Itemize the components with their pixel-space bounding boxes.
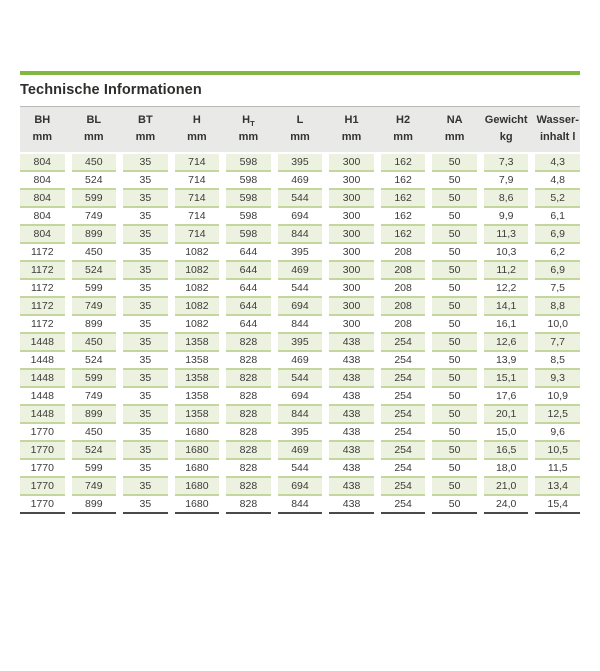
table-cell: 50 — [432, 478, 477, 496]
table-cell: 254 — [381, 352, 426, 370]
table-row — [20, 280, 580, 298]
table-cell: 644 — [226, 280, 271, 298]
table-cell: 694 — [278, 478, 323, 496]
table-row — [20, 172, 580, 190]
table-row — [20, 442, 580, 460]
table-cell: 395 — [278, 154, 323, 172]
table-cell: 1172 — [20, 280, 65, 298]
table-cell: 50 — [432, 154, 477, 172]
table-cell: 804 — [20, 154, 65, 172]
table-cell: 714 — [175, 154, 220, 172]
table-cell: 599 — [72, 190, 117, 208]
table-cell: 1172 — [20, 298, 65, 316]
technical-data-table — [20, 106, 580, 514]
table-cell: 844 — [278, 226, 323, 244]
table-cell: 899 — [72, 226, 117, 244]
table-cell: 50 — [432, 244, 477, 262]
table-cell: 450 — [72, 334, 117, 352]
table-cell: 254 — [381, 478, 426, 496]
table-cell: 598 — [226, 226, 271, 244]
table-row — [20, 334, 580, 352]
table-cell: 524 — [72, 442, 117, 460]
table-cell: 1448 — [20, 388, 65, 406]
table-cell: 844 — [278, 496, 323, 514]
table-cell: 1082 — [175, 316, 220, 334]
column-header: L mm — [290, 114, 310, 143]
table-cell: 12,5 — [535, 406, 580, 424]
column-header: $H_T$ mm — [238, 114, 259, 144]
table-cell: 469 — [278, 172, 323, 190]
table-cell: 828 — [226, 424, 271, 442]
table-cell: 828 — [226, 442, 271, 460]
table-cell: 50 — [432, 352, 477, 370]
table-cell: 20,1 — [484, 406, 529, 424]
table-cell: 1358 — [175, 388, 220, 406]
column-header: NA mm — [444, 114, 465, 143]
table-cell: 35 — [123, 262, 168, 280]
table-cell: 544 — [278, 370, 323, 388]
table-cell: 208 — [381, 316, 426, 334]
table-cell: 35 — [123, 370, 168, 388]
table-cell: 804 — [20, 208, 65, 226]
table-row — [20, 298, 580, 316]
table-cell: 598 — [226, 190, 271, 208]
table-cell: 749 — [72, 208, 117, 226]
table-cell: 35 — [123, 154, 168, 172]
table-cell: 469 — [278, 352, 323, 370]
table-cell: 749 — [72, 478, 117, 496]
table-row — [20, 208, 580, 226]
table-cell: 300 — [329, 298, 374, 316]
table-cell: 35 — [123, 298, 168, 316]
table-cell: 828 — [226, 406, 271, 424]
table-cell: 749 — [72, 388, 117, 406]
table-cell: 6,9 — [535, 226, 580, 244]
table-cell: 50 — [432, 316, 477, 334]
table-cell: 714 — [175, 190, 220, 208]
table-cell: 6,2 — [535, 244, 580, 262]
table-cell: 7,7 — [535, 334, 580, 352]
table-cell: 1680 — [175, 424, 220, 442]
table-cell: 5,2 — [535, 190, 580, 208]
table-cell: 12,2 — [484, 280, 529, 298]
table-row — [20, 406, 580, 424]
table-cell: 15,1 — [484, 370, 529, 388]
table-cell: 450 — [72, 424, 117, 442]
column-header: H mm — [187, 114, 207, 143]
table-cell: 694 — [278, 298, 323, 316]
table-cell: 644 — [226, 244, 271, 262]
table-row — [20, 496, 580, 514]
table-row — [20, 370, 580, 388]
table-cell: 899 — [72, 496, 117, 514]
table-cell: 50 — [432, 226, 477, 244]
table-cell: 162 — [381, 208, 426, 226]
table-cell: 1082 — [175, 280, 220, 298]
table-cell: 17,6 — [484, 388, 529, 406]
table-cell: 50 — [432, 406, 477, 424]
table-cell: 35 — [123, 424, 168, 442]
table-cell: 50 — [432, 190, 477, 208]
table-cell: 300 — [329, 190, 374, 208]
table-cell: 599 — [72, 280, 117, 298]
table-cell: 15,4 — [535, 496, 580, 514]
table-cell: 804 — [20, 172, 65, 190]
table-cell: 35 — [123, 244, 168, 262]
table-cell: 469 — [278, 262, 323, 280]
table-cell: 300 — [329, 226, 374, 244]
table-cell: 438 — [329, 388, 374, 406]
table-cell: 395 — [278, 334, 323, 352]
table-row — [20, 262, 580, 280]
table-cell: 16,1 — [484, 316, 529, 334]
table-cell: 544 — [278, 190, 323, 208]
table-cell: 162 — [381, 154, 426, 172]
table-row — [20, 352, 580, 370]
table-cell: 524 — [72, 352, 117, 370]
table-cell: 1448 — [20, 370, 65, 388]
table-cell: 1082 — [175, 298, 220, 316]
table-cell: 1358 — [175, 370, 220, 388]
table-cell: 10,3 — [484, 244, 529, 262]
table-row — [20, 460, 580, 478]
table-cell: 1082 — [175, 244, 220, 262]
table-cell: 714 — [175, 208, 220, 226]
table-cell: 300 — [329, 280, 374, 298]
table-cell: 208 — [381, 280, 426, 298]
table-cell: 544 — [278, 280, 323, 298]
table-cell: 469 — [278, 442, 323, 460]
table-cell: 11,5 — [535, 460, 580, 478]
table-cell: 300 — [329, 154, 374, 172]
table-cell: 50 — [432, 496, 477, 514]
table-cell: 300 — [329, 262, 374, 280]
table-cell: 1082 — [175, 262, 220, 280]
table-cell: 254 — [381, 460, 426, 478]
table-row — [20, 226, 580, 244]
table-cell: 35 — [123, 460, 168, 478]
table-cell: 1448 — [20, 406, 65, 424]
table-cell: 13,4 — [535, 478, 580, 496]
table-cell: 6,9 — [535, 262, 580, 280]
table-cell: 35 — [123, 208, 168, 226]
table-cell: 18,0 — [484, 460, 529, 478]
table-cell: 8,8 — [535, 298, 580, 316]
table-cell: 12,6 — [484, 334, 529, 352]
table-cell: 254 — [381, 496, 426, 514]
table-cell: 804 — [20, 190, 65, 208]
table-cell: 254 — [381, 334, 426, 352]
table-row — [20, 316, 580, 334]
table-cell: 35 — [123, 352, 168, 370]
table-cell: 7,5 — [535, 280, 580, 298]
table-cell: 254 — [381, 370, 426, 388]
table-cell: 50 — [432, 262, 477, 280]
table-row — [20, 190, 580, 208]
table-cell: 395 — [278, 244, 323, 262]
table-cell: 300 — [329, 316, 374, 334]
table-cell: 1770 — [20, 496, 65, 514]
table-cell: 16,5 — [484, 442, 529, 460]
table-cell: 11,2 — [484, 262, 529, 280]
table-cell: 10,9 — [535, 388, 580, 406]
table-cell: 438 — [329, 442, 374, 460]
table-cell: 1680 — [175, 442, 220, 460]
column-header: H1 mm — [341, 114, 362, 143]
column-header: H2 mm — [393, 114, 413, 143]
table-cell: 35 — [123, 280, 168, 298]
table-cell: 438 — [329, 334, 374, 352]
table-cell: 35 — [123, 406, 168, 424]
table-cell: 438 — [329, 496, 374, 514]
table-cell: 598 — [226, 208, 271, 226]
table-cell: 9,9 — [484, 208, 529, 226]
table-cell: 599 — [72, 370, 117, 388]
table-cell: 35 — [123, 496, 168, 514]
table-cell: 1680 — [175, 496, 220, 514]
table-cell: 50 — [432, 424, 477, 442]
table-cell: 162 — [381, 190, 426, 208]
table-cell: 1448 — [20, 352, 65, 370]
table-cell: 50 — [432, 208, 477, 226]
table-cell: 208 — [381, 298, 426, 316]
table-cell: 9,6 — [535, 424, 580, 442]
table-cell: 749 — [72, 298, 117, 316]
table-cell: 524 — [72, 172, 117, 190]
table-cell: 254 — [381, 424, 426, 442]
table-cell: 1770 — [20, 460, 65, 478]
table-cell: 1172 — [20, 262, 65, 280]
table-cell: 828 — [226, 370, 271, 388]
table-cell: 438 — [329, 406, 374, 424]
table-cell: 1770 — [20, 478, 65, 496]
table-cell: 804 — [20, 226, 65, 244]
table-cell: 35 — [123, 226, 168, 244]
table-cell: 50 — [432, 334, 477, 352]
table-cell: 7,3 — [484, 154, 529, 172]
column-header: BL mm — [84, 114, 104, 143]
table-cell: 395 — [278, 424, 323, 442]
table-cell: 8,6 — [484, 190, 529, 208]
table-cell: 50 — [432, 460, 477, 478]
table-cell: 844 — [278, 406, 323, 424]
table-cell: 544 — [278, 460, 323, 478]
table-cell: 35 — [123, 316, 168, 334]
column-header: Gewicht kg — [484, 114, 528, 143]
table-cell: 438 — [329, 424, 374, 442]
table-cell: 524 — [72, 262, 117, 280]
table-cell: 8,5 — [535, 352, 580, 370]
table-cell: 208 — [381, 244, 426, 262]
table-cell: 35 — [123, 442, 168, 460]
table-cell: 438 — [329, 478, 374, 496]
table-cell: 644 — [226, 298, 271, 316]
table-body — [20, 154, 580, 514]
table-cell: 14,1 — [484, 298, 529, 316]
table-cell: 6,1 — [535, 208, 580, 226]
table-cell: 4,3 — [535, 154, 580, 172]
table-cell: 24,0 — [484, 496, 529, 514]
column-header: BH mm — [32, 114, 53, 143]
table-row — [20, 244, 580, 262]
table-cell: 254 — [381, 442, 426, 460]
table-cell: 50 — [432, 172, 477, 190]
table-cell: 1358 — [175, 352, 220, 370]
table-cell: 714 — [175, 226, 220, 244]
page — [20, 71, 580, 514]
table-cell: 438 — [329, 460, 374, 478]
table-cell: 254 — [381, 388, 426, 406]
table-cell: 13,9 — [484, 352, 529, 370]
table-cell: 35 — [123, 334, 168, 352]
table-row — [20, 478, 580, 496]
table-cell: 15,0 — [484, 424, 529, 442]
table-cell: 9,3 — [535, 370, 580, 388]
table-cell: 21,0 — [484, 478, 529, 496]
page-title: Technische Informationen — [20, 82, 202, 98]
table-cell: 714 — [175, 172, 220, 190]
table-cell: 438 — [329, 370, 374, 388]
table-cell: 300 — [329, 244, 374, 262]
table-cell: 162 — [381, 226, 426, 244]
table-cell: 899 — [72, 316, 117, 334]
table-cell: 162 — [381, 172, 426, 190]
table-row — [20, 424, 580, 442]
table-cell: 644 — [226, 262, 271, 280]
table-cell: 35 — [123, 388, 168, 406]
table-cell: 300 — [329, 208, 374, 226]
table-cell: 828 — [226, 334, 271, 352]
table-cell: 10,5 — [535, 442, 580, 460]
table-cell: 208 — [381, 262, 426, 280]
table-cell: 599 — [72, 460, 117, 478]
column-header: Wasser- inhalt l — [536, 114, 579, 143]
table-header — [20, 106, 580, 152]
table-cell: 598 — [226, 154, 271, 172]
table-cell: 1172 — [20, 316, 65, 334]
table-row — [20, 388, 580, 406]
table-cell: 50 — [432, 280, 477, 298]
table-cell: 1770 — [20, 424, 65, 442]
table-cell: 598 — [226, 172, 271, 190]
table-cell: 1448 — [20, 334, 65, 352]
table-cell: 899 — [72, 406, 117, 424]
table-cell: 828 — [226, 352, 271, 370]
table-cell: 7,9 — [484, 172, 529, 190]
table-cell: 50 — [432, 388, 477, 406]
table-cell: 50 — [432, 442, 477, 460]
table-cell: 10,0 — [535, 316, 580, 334]
table-cell: 644 — [226, 316, 271, 334]
table-cell: 828 — [226, 388, 271, 406]
table-cell: 694 — [278, 208, 323, 226]
table-cell: 11,3 — [484, 226, 529, 244]
table-cell: 828 — [226, 496, 271, 514]
table-cell: 35 — [123, 190, 168, 208]
table-cell: 254 — [381, 406, 426, 424]
table-cell: 450 — [72, 244, 117, 262]
table-cell: 828 — [226, 460, 271, 478]
table-cell: 50 — [432, 298, 477, 316]
table-cell: 694 — [278, 388, 323, 406]
table-cell: 1680 — [175, 460, 220, 478]
column-header: BT mm — [135, 114, 156, 143]
table-cell: 844 — [278, 316, 323, 334]
table-cell: 1358 — [175, 406, 220, 424]
table-cell: 1358 — [175, 334, 220, 352]
table-cell: 300 — [329, 172, 374, 190]
table-cell: 1680 — [175, 478, 220, 496]
table-cell: 438 — [329, 352, 374, 370]
table-cell: 35 — [123, 478, 168, 496]
table-row — [20, 154, 580, 172]
table-cell: 35 — [123, 172, 168, 190]
table-cell: 828 — [226, 478, 271, 496]
table-cell: 4,8 — [535, 172, 580, 190]
table-cell: 1172 — [20, 244, 65, 262]
table-cell: 1770 — [20, 442, 65, 460]
table-cell: 450 — [72, 154, 117, 172]
accent-bar — [20, 71, 580, 75]
table-cell: 50 — [432, 370, 477, 388]
